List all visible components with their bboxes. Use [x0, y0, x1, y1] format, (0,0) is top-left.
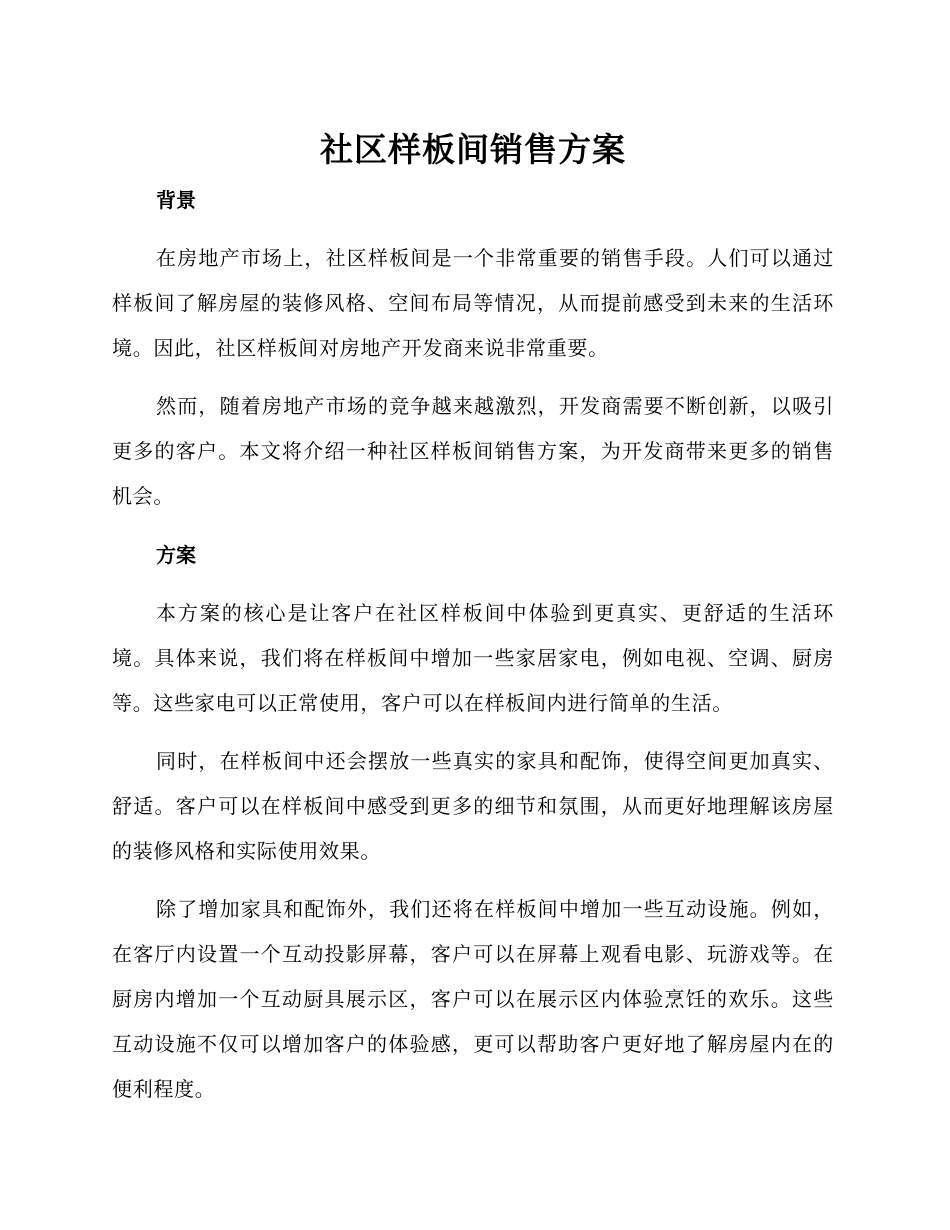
- paragraph: 同时，在样板间中还会摆放一些真实的家具和配饰，使得空间更加真实、舒适。客户可以在样板间中感受到更多的细节和氛围，从而更好地理解该房屋的装修风格和实际使用效果。: [112, 749, 834, 863]
- paragraph: 然而，随着房地产市场的竞争越来越激烈，开发商需要不断创新，以吸引更多的客户。本文将介绍一种社区样板间销售方案，为开发商带来更多的销售机会。: [112, 394, 834, 508]
- paragraph: 在房地产市场上，社区样板间是一个非常重要的销售手段。人们可以通过样板间了解房屋的装修风格、空间布局等情况，从而提前感受到未来的生活环境。因此，社区样板间对房地产开发商来说非常重要。: [112, 246, 834, 360]
- section-heading-background: 背景: [156, 188, 196, 212]
- paragraph: 本方案的核心是让客户在社区样板间中体验到更真实、更舒适的生活环境。具体来说，我们将在样板间中增加一些家居家电，例如电视、空调、厨房等。这些家电可以正常使用，客户可以在样板间内进行简单的生活。: [112, 601, 834, 715]
- paragraph: 除了增加家具和配饰外，我们还将在样板间中增加一些互动设施。例如，在客厅内设置一个互动投影屏幕，客户可以在屏幕上观看电影、玩游戏等。在厨房内增加一个互动厨具展示区，客户可以在展示区内体验烹饪的欢乐。这些互动设施不仅可以增加客户的体验感，更可以帮助客户更好地了解房屋内在的便利程度。: [112, 897, 834, 1101]
- section-background: [112, 186, 834, 519]
- section-plan: [112, 541, 834, 1112]
- document-title: 社区样板间销售方案: [320, 130, 626, 169]
- document-page: [112, 118, 834, 1125]
- section-heading-plan: 方案: [156, 543, 196, 567]
